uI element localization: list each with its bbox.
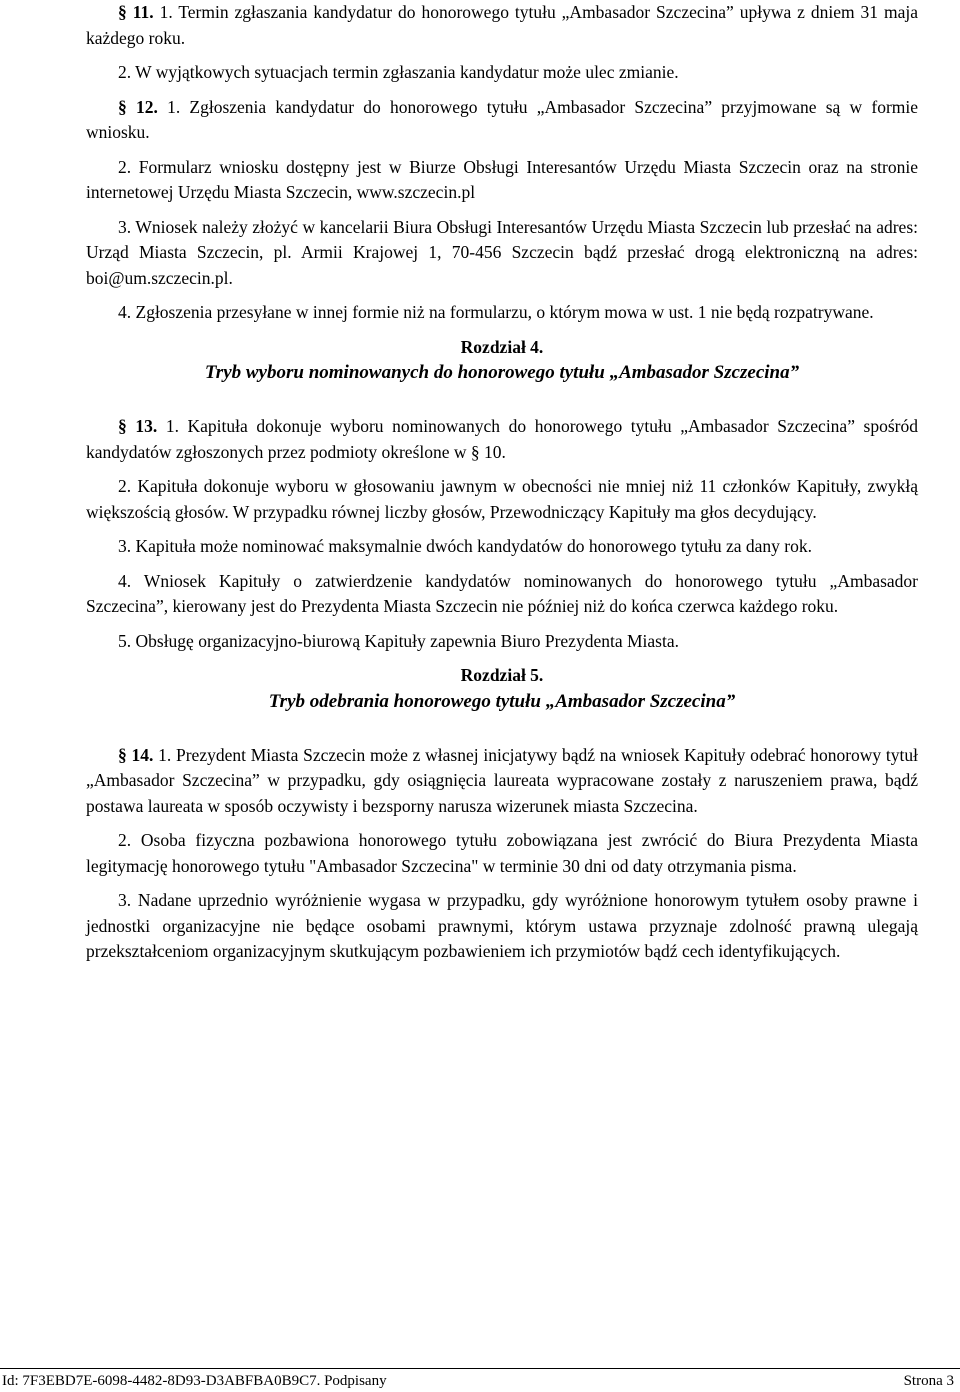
paragraph-12-1 (86, 95, 918, 146)
paragraph-13-5: 5. Obsługę organizacyjno-biurową Kapituły zapewnia Biuro Prezydenta Miasta. (118, 630, 679, 651)
paragraph-13-3: 3. Kapituła może nominować maksymalnie dwóch kandydatów do honorowego tytułu za dany rok. (118, 536, 813, 556)
page-number: Strona 3 (903, 1373, 954, 1389)
paragraph-14-1 (86, 743, 918, 820)
paragraph-text: 1. Prezydent Miasta Szczecin może z własnej inicjatywy bądź na wniosek Kapituły odebrać honorowy tytuł „Ambasador Szczecina” w przypadku, gdy osiągnięcia laureata wypracowane zostały z naruszeniem prawa, bądź postawa laureata w sposób oczywisty i bezsporny narusza wizerunek miasta Szczecina. (86, 744, 918, 816)
paragraph-13-1 (86, 414, 918, 465)
paragraph-mark: § 12. (118, 96, 158, 117)
paragraph-mark: § 11. (118, 2, 154, 22)
paragraph-mark: § 14. (118, 744, 154, 765)
paragraph-text: 1. Termin zgłaszania kandydatur do honorowego tytułu „Ambasador Szczecina” upływa z dniem 31 maja każdego roku. (86, 2, 919, 48)
chapter-5-title: Rozdział 5. (460, 665, 544, 685)
paragraph-12-2: 2. Formularz wniosku dostępny jest w Biurze Obsługi Interesantów Urzędu Miasta Szczecin oraz na stronie internetowej Urzędu Miasta Szczecin, www.szczecin.pl (86, 156, 918, 202)
paragraph-11-2: 2. W wyjątkowych sytuacjach termin zgłaszania kandydatur może ulec zmianie. (118, 62, 679, 82)
paragraph-14-2: 2. Osoba fizyczna pozbawiona honorowego tytułu zobowiązana jest zwrócić do Biura Prezydenta Miasta legitymację honorowego tytułu "Ambasador Szczecina" w terminie 30 dni od daty otrzymania pisma. (86, 830, 918, 876)
paragraph-13-2: 2. Kapituła dokonuje wyboru w głosowaniu jawnym w obecności nie mniej niż 11 członków Kapituły, zwykłą większością głosów. W przypadku równej liczby głosów, Przewodniczący Kapituły ma głos decydujący. (86, 476, 918, 522)
document-id: Id: 7F3EBD7E-6098-4482-8D93-D3ABFBA0B9C7. Podpisany (2, 1373, 387, 1389)
paragraph-text: 1. Kapituła dokonuje wyboru nominowanych do honorowego tytułu „Ambasador Szczecina” spośród kandydatów zgłoszonych przez podmioty określone w § 10. (86, 416, 918, 462)
paragraph-mark: § 13. (118, 416, 158, 436)
paragraph-12-3: 3. Wniosek należy złożyć w kancelarii Biura Obsługi Interesantów Urzędu Miasta Szczecin lub przesłać na adres: Urząd Miasta Szczecin, pl. Armii Krajowej 1, 70-456 Szczecin bądź przesłać drogą elektroniczną na adres: boi@um.szczecin.pl. (86, 216, 918, 288)
chapter-4-title: Rozdział 4. (460, 336, 544, 357)
chapter-4-subtitle: Tryb wyboru nominowanych do honorowego tytułu „Ambasador Szczecina” (204, 362, 800, 383)
paragraph-11-1 (86, 0, 918, 51)
paragraph-text: 1. Zgłoszenia kandydatur do honorowego tytułu „Ambasador Szczecina” przyjmowane są w formie wniosku. (86, 96, 919, 142)
paragraph-14-3: 3. Nadane uprzednio wyróżnienie wygasa w przypadku, gdy wyróżnione honorowym tytułem osoby prawne i jednostki organizacyjne nie będące osobami prawnymi, którym ustawa przyznaje zdolność prawną ulegają przekształceniom organizacyjnym skutkującym pozbawieniem ich przymiotów bądź cech identyfikujących. (86, 890, 918, 961)
document-page (86, 0, 918, 965)
paragraph-12-4: 4. Zgłoszenia przesyłane w innej formie niż na formularzu, o którym mowa w ust. 1 nie będą rozpatrywane. (118, 302, 874, 322)
paragraph-13-4: 4. Wniosek Kapituły o zatwierdzenie kandydatów nominowanych do honorowego tytułu „Ambasador Szczecina”, kierowany jest do Prezydenta Miasta Szczecin nie później niż do końca czerwca każdego roku. (86, 570, 918, 616)
chapter-5-subtitle: Tryb odebrania honorowego tytułu „Ambasador Szczecina” (268, 690, 736, 712)
page-footer (0, 1368, 960, 1391)
